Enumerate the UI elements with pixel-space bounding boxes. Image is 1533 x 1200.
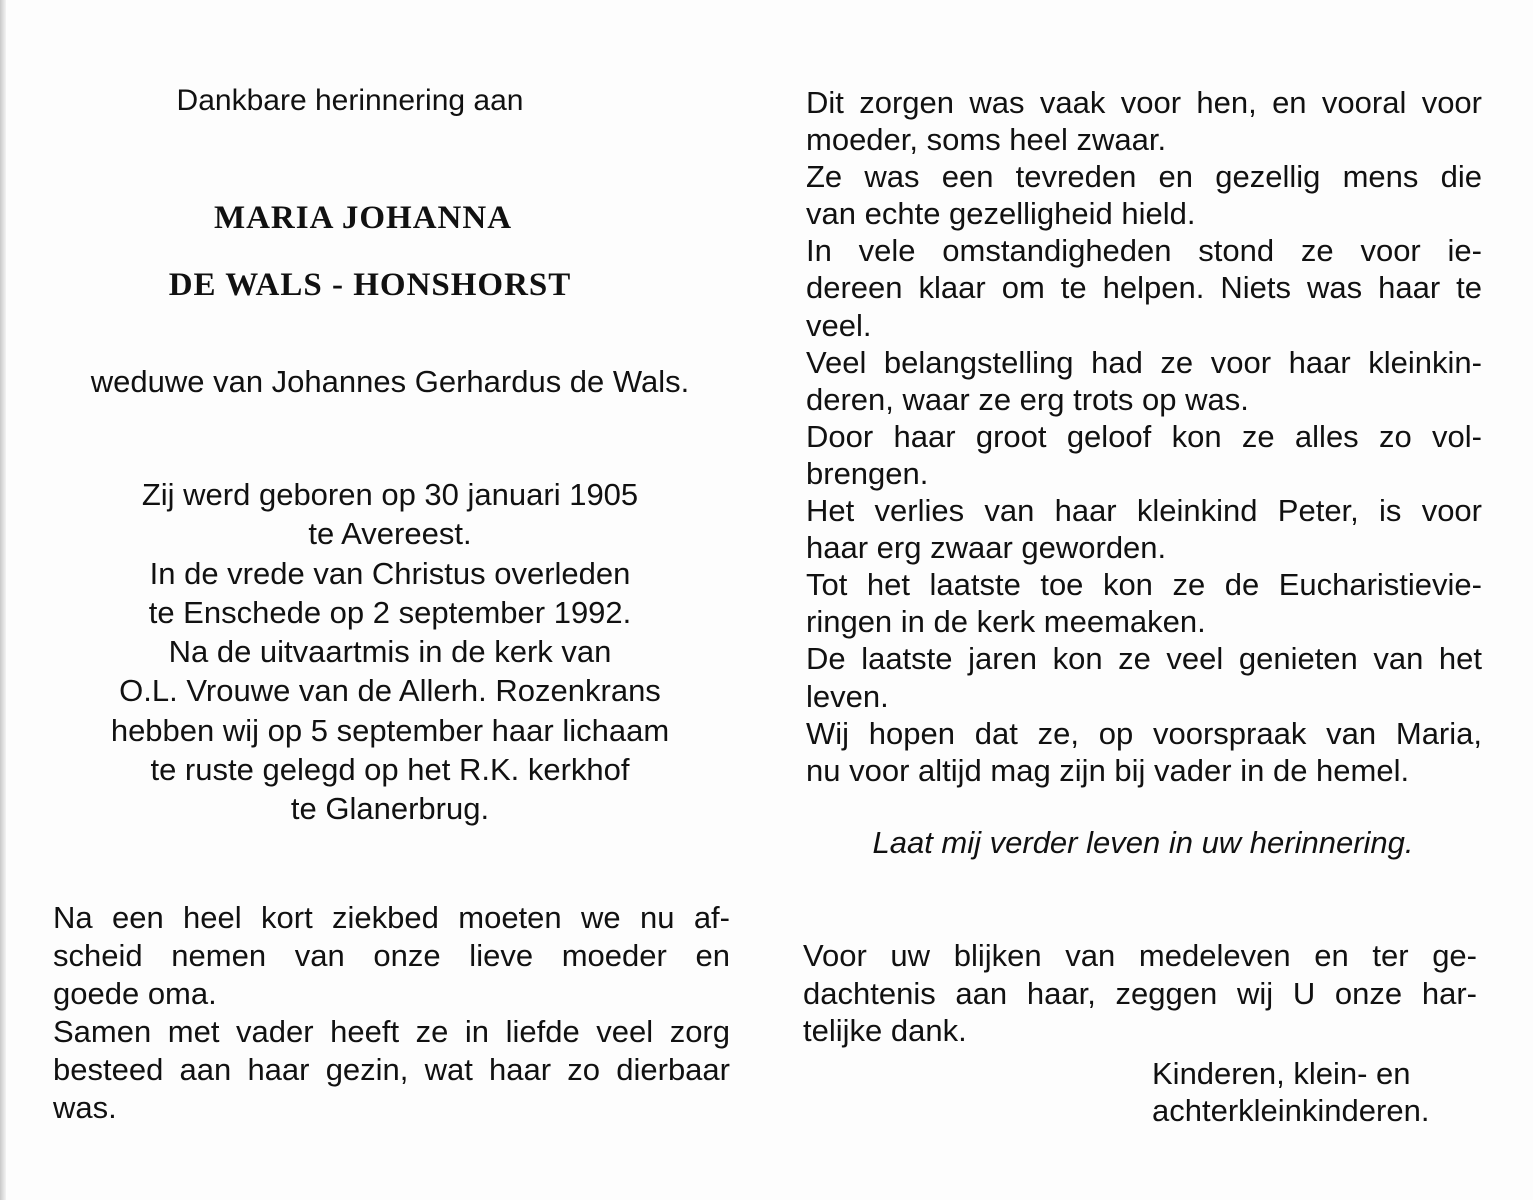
- memorial-line: Tot het laatste toe kon ze de Eucharistievie-: [806, 567, 1482, 603]
- memorial-line: haar erg zwaar geworden.: [806, 530, 1167, 566]
- details-line: te Glanerbrug.: [290, 791, 490, 827]
- memorial-line: nu voor altijd mag zijn bij vader in de hemel.: [806, 752, 1410, 788]
- story-paragraph: [53, 899, 730, 1127]
- memorial-line: Ze was een tevreden en gezellig mens die: [806, 159, 1482, 195]
- memorial-line: Dit zorgen was vaak voor hen, en vooral voor: [806, 85, 1482, 120]
- memorial-line: deren, waar ze erg trots op was.: [806, 381, 1249, 417]
- details-line: Zij werd geboren op 30 januari 1905: [141, 477, 639, 512]
- memorial-line: Veel belangstelling had ze voor haar kleinkin-: [806, 344, 1482, 380]
- thanks-line: telijke dank.: [803, 1013, 967, 1048]
- thanks-line: Voor uw blijken van medeleven en ter ge-: [803, 938, 1477, 973]
- story-line: Samen met vader heeft ze in liefde veel zorg: [53, 1014, 730, 1049]
- story-line: Na een heel kort ziekbed moeten we nu af-: [53, 900, 730, 935]
- details-line: hebben wij op 5 september haar lichaam: [110, 712, 670, 748]
- memorial-line: leven.: [806, 678, 889, 714]
- deceased-name-last: DE WALS - HONSHORST: [168, 267, 572, 303]
- widow-of-line: weduwe van Johannes Gerhardus de Wals.: [90, 364, 690, 399]
- details-line: In de vrede van Christus overleden: [149, 555, 631, 591]
- memorial-line: ringen in de kerk meemaken.: [806, 604, 1206, 640]
- story-line: goede oma.: [53, 976, 217, 1011]
- memorial-line: moeder, soms heel zwaar.: [806, 122, 1167, 158]
- details-line: te Avereest.: [308, 516, 472, 552]
- memorial-text: [806, 84, 1482, 789]
- memorial-line: In vele omstandigheden stond ze voor ie-: [806, 233, 1482, 269]
- memorial-line: van echte gezelligheid hield.: [806, 196, 1196, 232]
- memorial-line: veel.: [806, 307, 872, 343]
- memorial-line: Het verlies van haar kleinkind Peter, is voor: [806, 493, 1482, 529]
- details-line: O.L. Vrouwe van de Allerh. Rozenkrans: [119, 673, 661, 709]
- motto: Laat mij verder leven in uw herinnering.: [872, 825, 1414, 860]
- story-line: besteed aan haar gezin, wat haar zo dierbaar: [53, 1052, 730, 1087]
- story-line: was.: [53, 1090, 117, 1125]
- signature: [1152, 1055, 1429, 1129]
- thanks-paragraph: [803, 937, 1477, 1050]
- memorial-line: dereen klaar om te helpen. Niets was haar te: [806, 270, 1482, 306]
- memorial-line: Wij hopen dat ze, op voorspraak van Maria,: [806, 715, 1482, 751]
- scan-edge-shadow: [0, 0, 6, 1200]
- details-line: Na de uitvaartmis in de kerk van: [168, 634, 612, 670]
- memorial-line: brengen.: [806, 455, 929, 491]
- card-heading: Dankbare herinnering aan: [176, 84, 524, 117]
- deceased-name-first: MARIA JOHANNA: [213, 200, 513, 236]
- memorial-line: De laatste jaren kon ze veel genieten van het: [806, 641, 1482, 677]
- memorial-line: Door haar groot geloof kon ze alles zo vol-: [806, 418, 1482, 454]
- details-line: te ruste gelegd op het R.K. kerkhof: [150, 752, 630, 788]
- signature-line: achterkleinkinderen.: [1152, 1093, 1430, 1128]
- details-line: te Enschede op 2 september 1992.: [148, 594, 632, 630]
- signature-line: Kinderen, klein- en: [1152, 1056, 1411, 1091]
- thanks-line: dachtenis aan haar, zeggen wij U onze har-: [803, 975, 1477, 1011]
- life-details: [60, 475, 720, 829]
- story-line: scheid nemen van onze lieve moeder en: [53, 938, 730, 973]
